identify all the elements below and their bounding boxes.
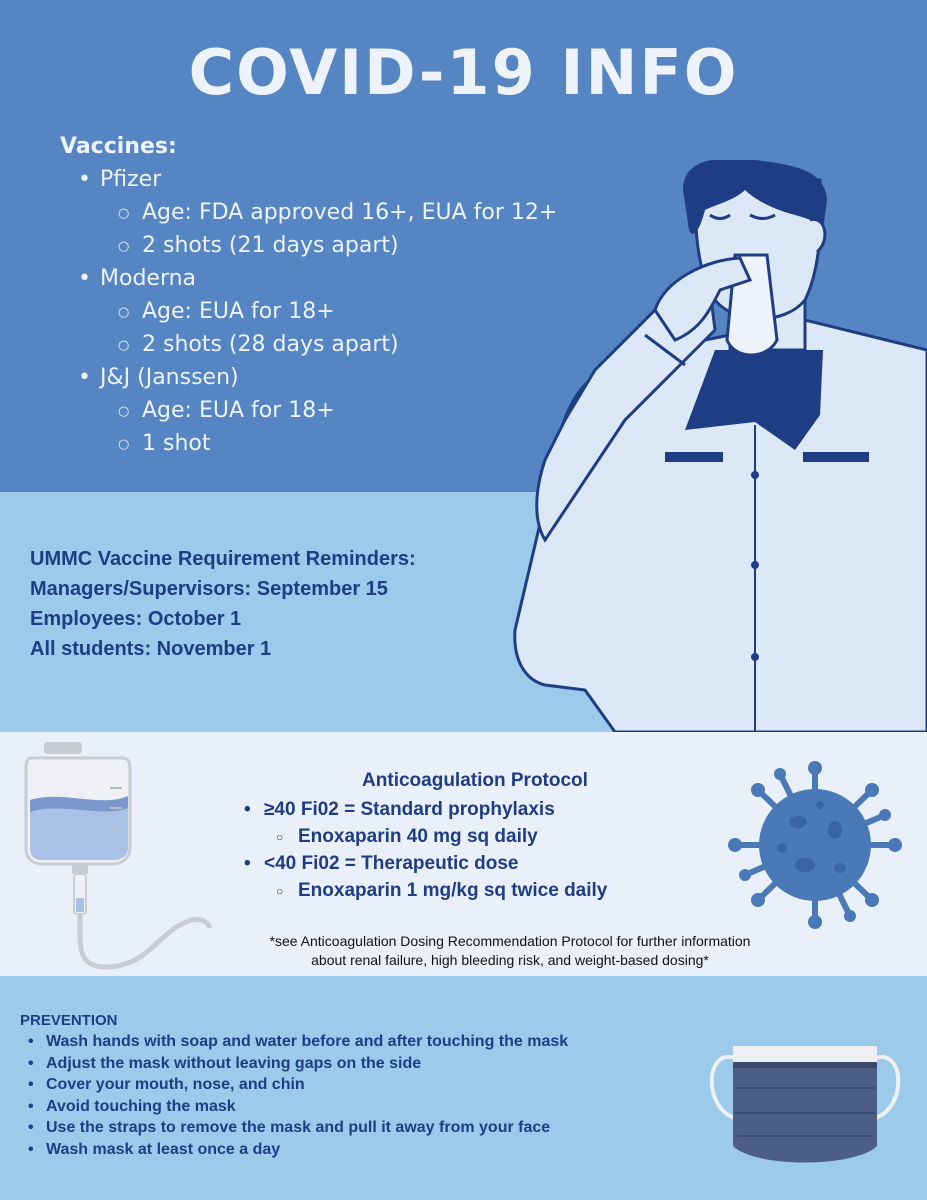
page-title: COVID-19 INFO — [188, 36, 739, 109]
vaccines-list — [60, 134, 557, 460]
prevention-item: • Adjust the mask without leaving gaps on the side — [20, 1053, 568, 1075]
anticoagulation-protocol — [240, 770, 710, 904]
vaccine-detail: ○ Age: FDA approved 16+, EUA for 12+ — [60, 196, 557, 229]
protocol-subitem: ○ Enoxaparin 1 mg/kg sq twice daily — [240, 877, 710, 904]
sick-person-icon — [505, 160, 927, 732]
prevention-item: • Use the straps to remove the mask and pull it away from your face — [20, 1117, 568, 1139]
protocol-item: • <40 Fi02 = Therapeutic dose — [240, 850, 710, 877]
reminders-text — [30, 544, 416, 664]
protocol-item: • ≥40 Fi02 = Standard prophylaxis — [240, 796, 710, 823]
prevention-list — [20, 1012, 568, 1160]
vaccine-detail: ○ 2 shots (21 days apart) — [60, 229, 557, 262]
prevention-heading: PREVENTION — [20, 1012, 118, 1029]
anticoagulation-title: Anticoagulation Protocol — [362, 770, 588, 791]
reminder-line: Managers/Supervisors: September 15 — [30, 578, 388, 600]
prevention-item: • Avoid touching the mask — [20, 1096, 568, 1118]
footnote-line: about renal failure, high bleeding risk, and weight-based dosing* — [311, 952, 709, 968]
vaccine-brand: • Pfizer — [60, 163, 557, 196]
reminder-line: All students: November 1 — [30, 638, 272, 660]
reminder-line: Employees: October 1 — [30, 608, 242, 630]
vaccines-heading: Vaccines: — [60, 134, 177, 159]
vaccine-detail: ○ 2 shots (28 days apart) — [60, 328, 557, 361]
vaccine-brand: • J&J (Janssen) — [60, 361, 557, 394]
reminders-heading: UMMC Vaccine Requirement Reminders: — [30, 548, 416, 570]
protocol-subitem: ○ Enoxaparin 40 mg sq daily — [240, 823, 710, 850]
vaccine-detail: ○ Age: EUA for 18+ — [60, 295, 557, 328]
prevention-item: • Wash mask at least once a day — [20, 1139, 568, 1161]
prevention-item: • Wash hands with soap and water before and after touching the mask — [20, 1031, 568, 1053]
vaccine-brand: • Moderna — [60, 262, 557, 295]
face-mask-icon — [705, 1018, 905, 1188]
prevention-item: • Cover your mouth, nose, and chin — [20, 1074, 568, 1096]
vaccine-detail: ○ Age: EUA for 18+ — [60, 394, 557, 427]
vaccine-detail: ○ 1 shot — [60, 427, 557, 460]
anticoagulation-footnote — [230, 932, 790, 970]
footnote-line: *see Anticoagulation Dosing Recommendation Protocol for further information — [269, 933, 751, 949]
virus-icon — [710, 760, 920, 930]
iv-bag-icon — [22, 738, 222, 978]
